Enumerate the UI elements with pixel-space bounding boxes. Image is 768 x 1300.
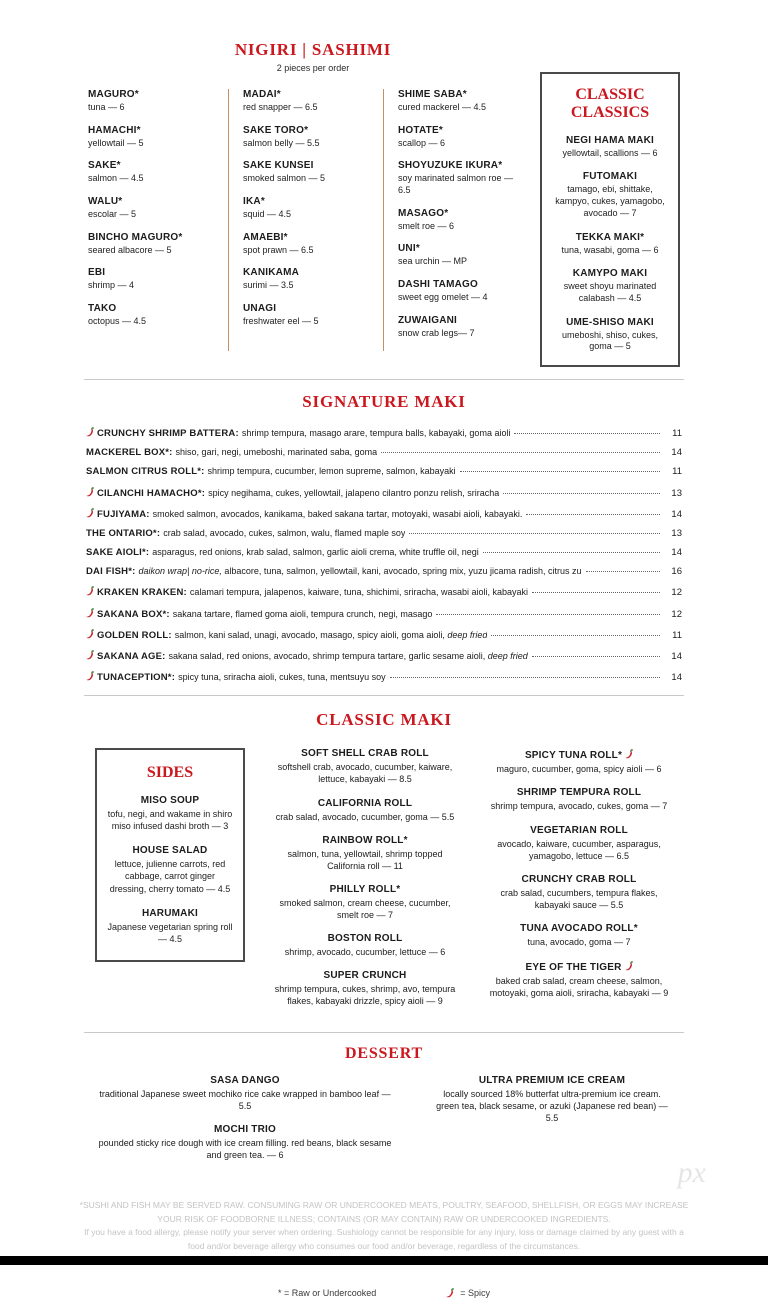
item-text: [97, 672, 386, 683]
item-name: MAGURO*: [88, 89, 139, 100]
item-name-text: SPICY TUNA ROLL*: [524, 750, 623, 762]
nigiri-columns-area: [88, 40, 538, 367]
item-description: soy marinated salmon roe — 6.5: [398, 173, 514, 196]
dot-leader: [483, 552, 660, 553]
item-description: smoked salmon, avocados, kanikama, baked sakana tartar, motoyaki, wasabi aioli, kabayaki.: [152, 508, 523, 519]
item-name-text: RAINBOW ROLL*: [322, 834, 408, 846]
item-name: [485, 960, 673, 973]
spicy-pepper-icon: [86, 508, 94, 520]
menu-item: [243, 89, 373, 114]
item-name: KANIKAMA: [243, 267, 300, 279]
menu-item: [86, 486, 682, 499]
item-name: [271, 748, 459, 759]
menu-item: [550, 317, 670, 353]
item-description: yellowtail, scallions — 6: [562, 147, 658, 158]
menu-item: [550, 135, 670, 160]
item-text: [97, 651, 528, 662]
item-name: EBI: [88, 267, 106, 279]
item-text: [97, 428, 510, 439]
menu-item: [271, 884, 459, 921]
classic-classics-title: CLASSIC CLASSICS: [570, 86, 650, 122]
item-name-text: CRUNCHY CRAB ROLL: [521, 873, 637, 885]
item-description: tuna, avocado, goma — 7: [527, 937, 631, 948]
section-title-signature-maki: SIGNATURE MAKI: [302, 391, 466, 411]
spicy-pepper-icon: [625, 749, 633, 762]
menu-item: [485, 825, 673, 862]
item-name: MOCHI TRIO: [214, 1123, 276, 1135]
item-description: crab salad, avocado, cukes, salmon, walu, flamed maple soy: [163, 527, 406, 538]
menu-item: [88, 267, 218, 292]
dot-leader: [514, 433, 660, 434]
classic-maki-column-2: [485, 748, 673, 1019]
item-name: DASHI TAMAGO: [398, 279, 478, 291]
legend-spicy: [446, 1287, 490, 1299]
item-name: MASAGO*: [398, 207, 449, 219]
menu-item: [86, 466, 682, 477]
item-name: SAKANA AGE:: [97, 651, 166, 663]
item-name-text: PHILLY ROLL*: [329, 883, 401, 895]
item-text: [86, 547, 479, 558]
menu-item: [398, 315, 528, 340]
nigiri-columns: [88, 89, 538, 351]
menu-item: [86, 507, 682, 520]
raw-food-disclaimer: *SUSHI AND FISH MAY BE SERVED RAW. CONSUMING RAW OR UNDERCOOKED MEATS, POULTRY, SEAFOOD, SHELLFISH, OR EGGS MAY INCREASE YOUR RISK OF FOODBORNE ILLNESS; CONTAINS (OR MAY CONTAIN) RAW OR UNDERCOOKED INGREDIENTS.: [79, 1200, 689, 1224]
menu-item: [398, 279, 528, 304]
item-description: shrimp tempura, cukes, shrimp, avo, tempura flakes, kabayaki drizzle, spicy aioli — 9: [274, 984, 456, 1007]
dot-leader: [436, 614, 660, 615]
item-description: shrimp — 4: [88, 280, 135, 291]
menu-item: [86, 628, 682, 641]
menu-item: [86, 528, 682, 539]
sides-box: [95, 748, 245, 962]
item-text: [97, 509, 522, 520]
item-description: calamari tempura, jalapenos, kaiware, tuna, shichimi, sriracha, wasabi aioli, kabayaki: [189, 587, 529, 598]
menu-item: [271, 798, 459, 823]
item-description-italic-lead: daikon wrap| no-rice,: [138, 566, 222, 577]
item-description: tuna — 6: [88, 102, 125, 112]
item-description: crab salad, cucumbers, tempura flakes, kabayaki sauce — 5.5: [500, 887, 658, 910]
dessert-column-2: [431, 1075, 673, 1174]
signature-maki-list: [86, 426, 682, 683]
dessert-column-1: [95, 1075, 395, 1174]
legend-spicy-label: = Spicy: [460, 1288, 491, 1299]
item-name-text: VEGETARIAN ROLL: [530, 824, 628, 836]
item-text: [86, 447, 377, 458]
item-description: softshell crab, avocado, cucumber, kaiware, lettuce, kabayaki — 8.5: [277, 762, 453, 785]
item-name: SAKE TORO*: [243, 124, 309, 136]
item-description: avocado, kaiware, cucumber, asparagus, yamagobo, lettuce — 6.5: [497, 838, 661, 861]
item-description: sakana tartare, flamed goma aioli, tempura crunch, negi, masago: [172, 608, 433, 619]
section-title-classic-maki: CLASSIC MAKI: [316, 710, 452, 730]
item-name: MISO SOUP: [140, 794, 200, 806]
item-description-italic-tail: deep fried: [447, 629, 488, 640]
item-name: SASA DANGO: [210, 1074, 280, 1086]
item-description: sweet shoyu marinated calabash — 4.5: [563, 281, 657, 303]
dot-leader: [491, 635, 660, 636]
item-name: NEGI HAMA MAKI: [566, 134, 654, 146]
item-description: shrimp tempura, avocado, cukes, goma — 7: [490, 801, 668, 812]
menu-item: [86, 649, 682, 662]
menu-item: [271, 933, 459, 958]
item-description: sakana salad, red onions, avocado, shrimp tempura tartare, garlic sesame aioli,: [168, 651, 488, 662]
item-description: scallop — 6: [398, 137, 446, 148]
dot-leader: [390, 677, 660, 678]
item-name: [485, 874, 673, 885]
item-description: tamago, ebi, shittake, kampyo, cukes, yamagobo, avocado — 7: [555, 184, 665, 218]
item-description: maguro, cucumber, goma, spicy aioli — 6: [496, 764, 662, 775]
item-name: DAI FISH*:: [86, 566, 136, 578]
item-price: 14: [671, 672, 682, 684]
item-name: [271, 835, 459, 846]
item-name: [271, 884, 459, 895]
spicy-pepper-icon: [86, 629, 94, 641]
item-name-text: SUPER CRUNCH: [323, 970, 407, 982]
menu-item: [243, 303, 373, 328]
menu-item: [107, 845, 233, 896]
item-description: yellowtail — 5: [88, 137, 144, 148]
menu-item: [271, 970, 459, 1007]
item-description: freshwater eel — 5: [243, 316, 319, 327]
item-name: CRUNCHY SHRIMP BATTERA:: [97, 427, 239, 439]
sides-title: SIDES: [146, 764, 194, 782]
item-description: spot prawn — 6.5: [243, 244, 314, 255]
item-name: [271, 970, 459, 981]
item-price: 14: [671, 447, 682, 459]
classic-classics-list: [550, 135, 670, 353]
item-name: AMAEBI*: [243, 231, 288, 243]
item-name: SHOYUZUKE IKURA*: [398, 160, 503, 172]
item-name: SAKE*: [88, 160, 121, 172]
menu-item: [107, 795, 233, 833]
menu-item: [88, 303, 218, 328]
item-name: ZUWAIGANI: [398, 314, 458, 326]
item-description: salmon — 4.5: [88, 173, 144, 184]
section-nigiri-sashimi: [0, 40, 768, 367]
item-name: BINCHO MAGURO*: [88, 231, 183, 243]
item-text: [97, 488, 499, 499]
section-divider: [84, 1032, 684, 1033]
menu-item: [485, 787, 673, 812]
item-name-text: BOSTON ROLL: [327, 933, 403, 945]
item-name: SHIME SABA*: [398, 89, 467, 100]
item-name: FUJIYAMA:: [97, 508, 150, 520]
item-description: cured mackerel — 4.5: [398, 102, 487, 112]
item-name: TUNACEPTION*:: [97, 672, 176, 684]
item-description: salmon belly — 5.5: [243, 137, 320, 148]
menu-item: [88, 160, 218, 185]
menu-item: [107, 908, 233, 946]
item-price: 14: [671, 547, 682, 559]
item-name: HAMACHI*: [88, 124, 141, 136]
item-description: shrimp tempura, cucumber, lemon supreme, salmon, kabayaki: [207, 466, 456, 477]
item-name: UNI*: [398, 243, 420, 255]
menu-item: [243, 267, 373, 292]
item-description: locally sourced 18% butterfat ultra-premium ice cream. green tea, black sesame, or azuki (Japanese red bean) — 5.5: [436, 1088, 668, 1123]
item-name: ULTRA PREMIUM ICE CREAM: [478, 1074, 626, 1086]
item-description: seared albacore — 5: [88, 244, 172, 255]
dot-leader: [381, 452, 660, 453]
item-text: [86, 466, 456, 477]
item-description: salmon, tuna, yellowtail, shrimp topped California roll — 11: [287, 848, 443, 871]
item-description: traditional Japanese sweet mochiko rice cake wrapped in bamboo leaf — 5.5: [99, 1088, 391, 1111]
menu-item: [86, 426, 682, 439]
menu-item: [398, 208, 528, 233]
section-title-nigiri: NIGIRI | SASHIMI: [234, 40, 392, 59]
item-price: 11: [672, 629, 682, 641]
menu-item: [86, 670, 682, 683]
menu-item: [271, 748, 459, 785]
item-name: WALU*: [88, 196, 123, 208]
menu-item: [485, 923, 673, 948]
item-name: [271, 933, 459, 944]
item-description: lettuce, julienne carrots, red cabbage, carrot ginger dressing, cherry tomato — 4.5: [109, 858, 231, 894]
legend-raw: * = Raw or Undercooked: [277, 1288, 377, 1299]
spicy-pepper-icon: [86, 586, 94, 598]
item-description: sea urchin — MP: [398, 256, 468, 267]
menu-item: [86, 547, 682, 558]
menu-item: [243, 125, 373, 150]
item-text: [97, 587, 528, 598]
dot-leader: [532, 592, 660, 593]
menu-item: [86, 447, 682, 458]
menu-item: [485, 748, 673, 775]
item-text: [97, 630, 487, 641]
item-description: crab salad, avocado, cucumber, goma — 5.5: [275, 811, 455, 822]
section-classic-maki: [0, 710, 768, 1019]
item-name: [485, 825, 673, 836]
item-description: spicy tuna, sriracha aioli, cukes, tuna, mentsuyu soy: [178, 672, 386, 683]
menu-item: [243, 160, 373, 185]
item-description: tuna, wasabi, goma — 6: [561, 244, 659, 255]
item-description: smoked salmon — 5: [243, 173, 326, 184]
item-description: shrimp tempura, masago arare, tempura balls, kabayaki, goma aioli: [241, 427, 511, 438]
menu-item: [550, 232, 670, 257]
item-text: [97, 609, 432, 620]
sides-list: [107, 795, 233, 946]
menu-item: [271, 835, 459, 872]
menu-item: [398, 160, 528, 196]
item-name: HARUMAKI: [141, 907, 199, 919]
item-name: GOLDEN ROLL:: [97, 629, 172, 641]
item-price: 14: [671, 508, 682, 520]
menu-item: [398, 243, 528, 268]
item-price: 11: [672, 427, 682, 439]
spicy-pepper-icon: [625, 961, 633, 974]
item-name: FUTOMAKI: [582, 171, 638, 183]
spicy-pepper-icon: [86, 650, 94, 662]
item-description-italic-tail: deep fried: [487, 651, 528, 662]
item-description: Japanese vegetarian spring roll — 4.5: [107, 921, 233, 945]
item-name: CILANCHI HAMACHO*:: [97, 487, 206, 499]
item-price: 16: [671, 566, 682, 578]
item-name: TAKO: [88, 303, 117, 315]
item-description: escolar — 5: [88, 209, 137, 220]
nigiri-header: [88, 40, 538, 73]
item-name: HOUSE SALAD: [132, 844, 208, 856]
nigiri-subtitle: 2 pieces per order: [276, 63, 350, 73]
menu-item: [485, 960, 673, 999]
item-price: 11: [672, 466, 682, 478]
item-name: SAKE AIOLI*:: [86, 547, 150, 559]
menu-item: [88, 232, 218, 257]
nigiri-column-1: [88, 89, 228, 351]
classic-maki-column-1: [271, 748, 459, 1019]
item-price: 12: [671, 587, 682, 599]
spicy-pepper-icon: [446, 1288, 454, 1300]
item-name: [485, 923, 673, 934]
dot-leader: [532, 656, 660, 657]
item-description: umeboshi, shiso, cukes, goma — 5: [561, 329, 659, 352]
item-description: pounded sticky rice dough with ice cream filling. red beans, black sesame and green tea. — 6: [98, 1137, 392, 1161]
nigiri-column-3: [383, 89, 538, 351]
item-name: THE ONTARIO*:: [86, 527, 161, 539]
dot-leader: [586, 571, 660, 572]
menu-item: [431, 1075, 673, 1124]
menu-item: [86, 607, 682, 620]
dot-leader: [409, 533, 660, 534]
menu-item: [88, 89, 218, 114]
item-name: [485, 748, 673, 761]
item-description: octopus — 4.5: [88, 316, 147, 327]
dot-leader: [526, 514, 660, 515]
item-description: squid — 4.5: [243, 209, 292, 220]
item-name: IKA*: [243, 196, 265, 208]
item-description: asparagus, red onions, krab salad, salmon, garlic aioli crema, white truffle oil, negi: [152, 547, 479, 558]
section-divider: [84, 379, 684, 380]
item-description: sweet egg omelet — 4: [398, 292, 488, 303]
dot-leader: [503, 493, 660, 494]
menu-item: [485, 874, 673, 911]
item-name-text: CALIFORNIA ROLL: [317, 797, 413, 809]
item-text: [86, 528, 405, 539]
item-name: TEKKA MAKI*: [575, 231, 645, 243]
item-description: tofu, negi, and wakame in shiro miso infused dashi broth — 3: [107, 808, 233, 832]
nigiri-column-2: [228, 89, 383, 351]
item-description: red snapper — 6.5: [243, 102, 318, 112]
bottom-black-bar: [0, 1256, 768, 1265]
item-description: shrimp, avocado, cucumber, lettuce — 6: [284, 947, 446, 958]
item-name-text: SHRIMP TEMPURA ROLL: [516, 787, 642, 799]
section-signature-maki: [0, 392, 768, 683]
item-price: 13: [671, 487, 682, 499]
menu-item: [398, 125, 528, 150]
item-name: [485, 787, 673, 798]
item-price: 13: [671, 527, 682, 539]
item-description: shiso, gari, negi, umeboshi, marinated saba, goma: [175, 447, 378, 458]
item-name: KAMYPO MAKI: [572, 268, 648, 280]
dot-leader: [460, 471, 660, 472]
item-description: spicy negihama, cukes, yellowtail, jalapeno cilantro ponzu relish, sriracha: [208, 487, 500, 498]
spicy-pepper-icon: [86, 671, 94, 683]
menu-item: [95, 1124, 395, 1161]
item-text: [86, 566, 582, 577]
item-description: baked crab salad, cream cheese, salmon, motoyaki, goma aioli, sriracha, kabayaki — 9: [489, 976, 669, 999]
legend: [0, 1287, 768, 1299]
item-name: KRAKEN KRAKEN:: [97, 587, 187, 599]
item-description: salmon, kani salad, unagi, avocado, masago, spicy aioli, goma aioli,: [174, 629, 448, 640]
item-description: albacore, tuna, salmon, yellowtail, kani, avocado, spring mix, yuzu jicama radish, citrus zu: [221, 566, 582, 577]
item-description: smoked salmon, cream cheese, cucumber, smelt roe — 7: [279, 897, 451, 921]
item-description: smelt roe — 6: [398, 220, 455, 231]
menu-item: [95, 1075, 395, 1112]
menu-item: [243, 232, 373, 257]
item-name: SAKE KUNSEI: [243, 160, 314, 172]
menu-item: [88, 125, 218, 150]
item-name: MADAI*: [243, 89, 281, 100]
item-name: SALMON CITRUS ROLL*:: [86, 466, 205, 478]
menu-item: [398, 89, 528, 114]
menu-item: [550, 171, 670, 219]
item-description: snow crab legs— 7: [398, 327, 475, 338]
item-name-text: EYE OF THE TIGER: [525, 962, 622, 974]
menu-item: [243, 196, 373, 221]
item-name: MACKEREL BOX*:: [86, 447, 173, 459]
item-name-text: TUNA AVOCADO ROLL*: [520, 923, 638, 935]
menu-item: [86, 566, 682, 577]
menu-item: [88, 196, 218, 221]
allergy-disclaimer: If you have a food allergy, please notify your server when ordering. Sushiology cannot be responsible for any injury, loss or damage claimed by any guest with a food and/or beverage allergy who consumes our food and/or beverage, regardless of the circumstances.: [84, 1227, 684, 1251]
spicy-pepper-icon: [86, 427, 94, 439]
item-name: [271, 798, 459, 809]
item-description: surimi — 3.5: [243, 280, 294, 291]
classic-classics-box: [540, 72, 680, 367]
item-name: UNAGI: [243, 303, 277, 315]
item-price: 12: [671, 608, 682, 620]
item-price: 14: [671, 651, 682, 663]
spicy-pepper-icon: [86, 608, 94, 620]
section-dessert: [0, 1045, 768, 1174]
watermark: px: [677, 1156, 706, 1189]
spicy-pepper-icon: [86, 487, 94, 499]
item-name-text: SOFT SHELL CRAB ROLL: [301, 748, 429, 760]
menu-item: [550, 268, 670, 304]
menu-item: [86, 585, 682, 598]
item-name: SAKANA BOX*:: [97, 608, 170, 620]
section-divider: [84, 695, 684, 696]
section-title-dessert: DESSERT: [345, 1044, 423, 1062]
item-name: UME-SHISO MAKI: [566, 316, 654, 328]
item-name: HOTATE*: [398, 124, 443, 136]
